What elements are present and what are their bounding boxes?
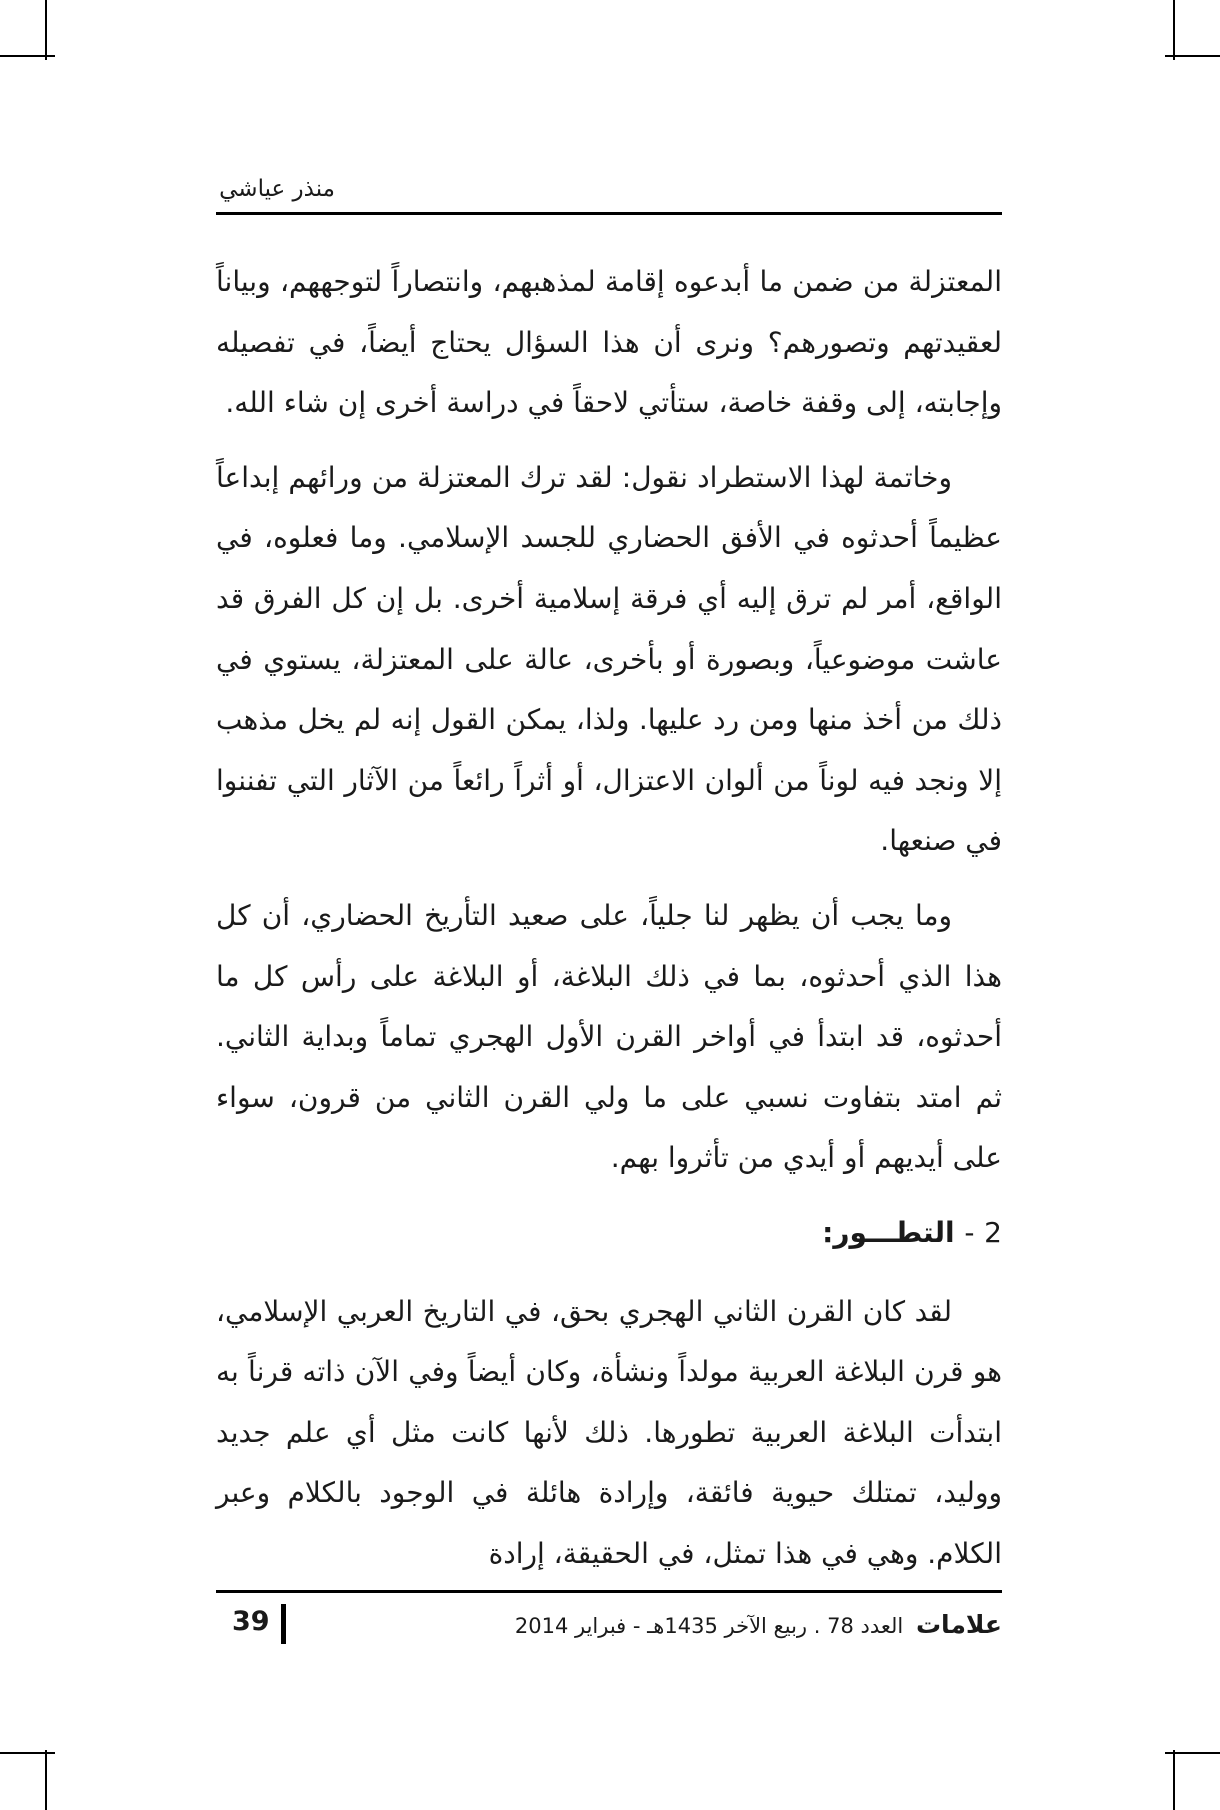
- section-separator: -: [964, 1215, 975, 1249]
- footer-rule: [216, 1590, 1002, 1593]
- section-title: التطـــور:: [822, 1215, 955, 1249]
- crop-mark: [45, 0, 47, 60]
- footer-issue-text: العدد 78 . ربيع الآخر 1435هـ - فبراير 2014: [514, 1614, 904, 1638]
- page-number: 39: [232, 1606, 270, 1637]
- page-footer: [216, 1602, 1002, 1644]
- running-header-author: منذر عياشي: [219, 176, 335, 202]
- footer-separator-bar: [281, 1604, 286, 1644]
- paragraph: لقد كان القرن الثاني الهجري بحق، في التاريخ العربي الإسلامي، هو قرن البلاغة العربية مولداً ونشأة، وكان أيضاً وفي الآن ذاته قرناً به ابتدأت البلاغة العربية تطورها. ذلك لأنها كانت مثل أي علم جديد ووليد، تمتلك حيوية فائقة، وإرادة هائلة في الوجود بالكلام وعبر الكلام. وهي في هذا تمثل، في الحقيقة، إرادة: [216, 1294, 1002, 1570]
- page-body: [216, 252, 1002, 1598]
- header-rule: [216, 212, 1002, 215]
- footer-journal-info: [515, 1610, 1002, 1639]
- journal-logo: علامات: [915, 1610, 1002, 1639]
- paragraph: وخاتمة لهذا الاستطراد نقول: لقد ترك المعتزلة من ورائهم إبداعاً عظيماً أحدثوه في الأفق الحضاري للجسد الإسلامي. وما فعلوه، في الواقع، أمر لم ترق إليه أي فرقة إسلامية أخرى. بل إن كل الفرق قد عاشت موضوعياً، وبصورة أو بأخرى، عالة على المعتزلة، يستوي في ذلك من أخذ منها ومن رد عليها. ولذا، يمكن القول إنه لم يخل مذهب إلا ونجد فيه لوناً من ألوان الاعتزال، أو أثراً رائعاً من الآثار التي تفننوا في صنعها.: [216, 460, 1002, 858]
- section-number: 2: [984, 1215, 1002, 1249]
- paragraph: المعتزلة من ضمن ما أبدعوه إقامة لمذهبهم، وانتصاراً لتوجههم، وبياناً لعقيدتهم وتصورهم؟ ونرى أن هذا السؤال يحتاج أيضاً، في تفصيله وإجابته، إلى وقفة خاصة، ستأتي لاحقاً في دراسة أخرى إن شاء الله.: [216, 265, 1002, 420]
- crop-mark: [1165, 1752, 1220, 1754]
- crop-mark: [1165, 55, 1220, 57]
- crop-mark: [0, 1752, 55, 1754]
- crop-mark: [45, 1750, 47, 1810]
- crop-mark: [1173, 1750, 1175, 1810]
- crop-mark: [1173, 0, 1175, 60]
- crop-mark: [0, 55, 55, 57]
- paragraph: وما يجب أن يظهر لنا جلياً، على صعيد التأريخ الحضاري، أن كل هذا الذي أحدثوه، بما في ذلك البلاغة، أو البلاغة على رأس كل ما أحدثوه، قد ابتدأ في أواخر القرن الأول الهجري تماماً وبداية الثاني. ثم امتد بتفاوت نسبي على ما ولي القرن الثاني من قرون، سواء على أيديهم أو أيدي من تأثروا بهم.: [216, 898, 1002, 1175]
- section-heading: [216, 1203, 1002, 1264]
